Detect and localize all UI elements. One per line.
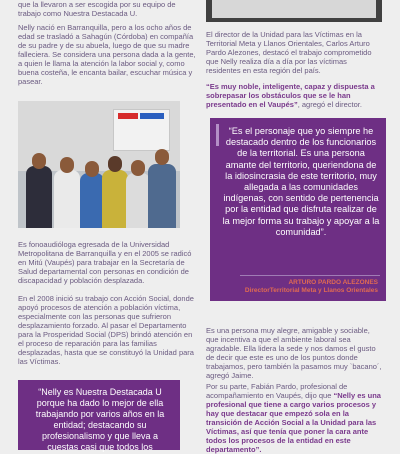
left-paragraph-2: Nelly nació en Barranquilla, pero a los ocho años de edad se trasladó a Sahagún (Córdoba) en compañía de su padre y de su abuela, luego de que su madre falleciera. Se considera una persona dada a la gente, a quien le llama la atención la labor social y, como buena costeña, le encanta bailar, escuchar música y pasear. bbox=[18, 23, 196, 86]
right-paragraph-2 bbox=[206, 82, 382, 109]
left-paragraph-1: que la llevaron a ser escogida por su equipo de trabajo como Nuestra Destacada U. bbox=[18, 0, 176, 18]
director-quote-inline: “Es muy noble, inteligente, capaz y dispuesta a sobrepasar los obstáculos que se le han presentado en el Vaupés” bbox=[206, 82, 375, 109]
right-paragraph-1: El director de la Unidad para las Víctimas en la Territorial Meta y Llanos Orientales, Carlos Arturo Pardo Alezones, destacó el trabajo comprometido que Nelly realiza día a día por las víctimas residentes en esta región del país. bbox=[206, 30, 372, 75]
group-photo bbox=[18, 101, 180, 228]
top-photo bbox=[206, 0, 382, 22]
right-quote-box bbox=[210, 118, 386, 301]
author-name: ARTURO PARDO ALEZONES bbox=[288, 279, 378, 286]
left-quote-box bbox=[18, 380, 180, 450]
right-quote-text: “Es el personaje que yo siempre he destacado dentro de los funcionarios de la territorial. Es una persona amante del territorio, queriendona de la idiosincrasia de este territorio, muy allegada a las comunidades indígenas, con sentido de pertenencia por la entidad que disfruta realizar de la mejor forma su trabajo y apoyar a la comunidad”. bbox=[222, 126, 380, 237]
director-attribution: , agregó el director. bbox=[297, 100, 362, 109]
right-paragraph-3: Es una persona muy alegre, amigable y sociable, que incentiva a que el ambiente laboral sea agradable. Ella lidera la sede y nos damos el gusto de decir que este es uno de los puntos donde trabajamos, pero también la pasamos muy `bacano´, agregó Jaime. bbox=[206, 326, 382, 380]
fabian-intro: Por su parte, Fabián Pardo, profesional de acompañamiento en Vaupés, dijo que bbox=[206, 382, 348, 400]
banner-graphic bbox=[113, 109, 170, 151]
author-title: DirectorTerritorial Meta y Llanos Orientales bbox=[244, 287, 378, 294]
left-paragraph-4: En el 2008 inició su trabajo con Acción Social, donde apoyó procesos de atención a población víctima, especialmente con las personas que sufrieron desplazamiento forzado. Al pasar el Departamento para la Prosperidad Social (DPS) brindó atención en el proceso de reparación para las familias desplazadas, hasta que se constituyó la Unidad para las Víctimas. bbox=[18, 294, 194, 366]
quote-accent-bar bbox=[216, 124, 219, 146]
author-divider bbox=[240, 275, 380, 276]
right-paragraph-4 bbox=[206, 382, 382, 454]
fabian-quote: “Nelly es una profesional que tiene a cargo varios procesos y hay que destacar que empezó sola en la transición de Acción Social a la Unidad para las Víctimas, así que tenía que poner la cara ante todos los procesos de la entidad en este departamento”. bbox=[206, 391, 381, 454]
left-paragraph-3: Es fonoaudióloga egresada de la Universidad Metropolitana de Barranquilla y en el 2005 se radicó en Mitú (Vaupés) para trabajar en la Secretaría de Salud departamental con personas en condición de discapacidad y población desplazada. bbox=[18, 240, 192, 285]
left-quote-text: “Nelly es Nuestra Destacada U porque ha dado lo mejor de ella trabajando por varios años en la entidad; destacando su profesionalismo y que lleva a cuestas casi que todos los bbox=[35, 387, 165, 452]
